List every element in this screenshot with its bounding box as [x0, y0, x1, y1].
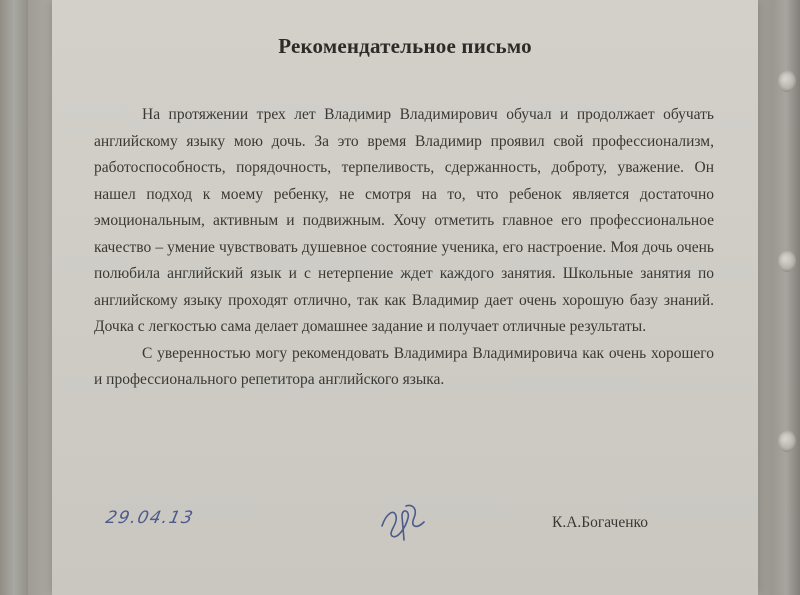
letter-paragraph: На протяжении трех лет Владимир Владимирович обучал и продолжает обучать английскому языку мою дочь. За это время Владимир проявил свой профессионализм, работоспособность, порядочность, терпеливость, сдержанность, доброту, уважение. Он нашел подход к моему ребенку, не смотря на то, что ребенок является достаточно эмоциональным, активным и подвижным. Хочу отметить главное его профессиональное качество – умение чувствовать душевное состояние ученика, его настроение. Моя дочь очень полюбила английский язык и с нетерпение ждет каждого занятия. Школьные занятия по английскому языку проходят отлично, так как Владимир дает очень хорошую базу знаний. Дочка с легкостью сама делает домашнее задание и получает отличные результаты.	[94, 106, 714, 335]
binder-hole	[778, 250, 796, 272]
letter-title: Рекомендательное письмо	[278, 34, 532, 58]
binder-hole	[778, 430, 796, 452]
binder-hole	[778, 70, 796, 92]
letter-paragraph: С уверенностью могу рекомендовать Владимира Владимировича как очень хорошего и профессионального репетитора английского языка.	[94, 344, 714, 388]
letter-paper	[52, 0, 758, 595]
signer-name: К.А.Богаченко	[552, 514, 649, 531]
handwritten-signature	[372, 496, 432, 544]
handwritten-date: 29.04.13	[103, 508, 196, 528]
letter-body	[94, 102, 714, 394]
sheet-protector-edge-left	[0, 0, 28, 595]
